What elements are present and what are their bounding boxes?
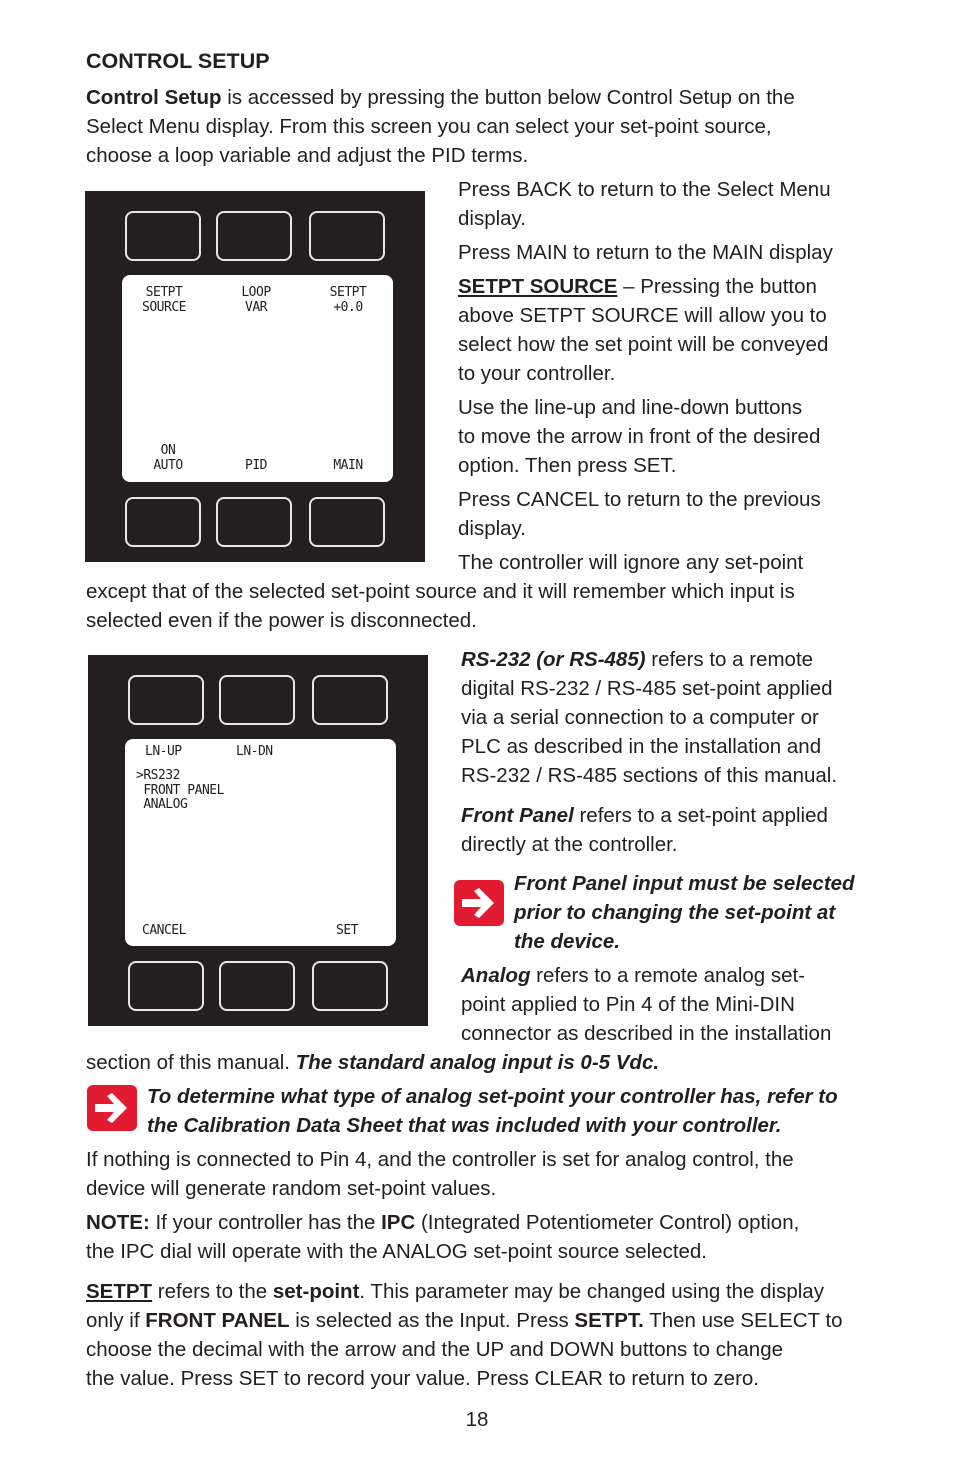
soft-button-bottom-mid (216, 497, 292, 547)
rs-line-2: digital RS-232 / RS-485 set-point applied (461, 677, 833, 700)
lcd-pid: PID (245, 458, 267, 473)
fp-line-1: Front Panel refers to a set-point applied (461, 804, 828, 827)
soft-button-top-right (309, 211, 385, 261)
soft-button-bottom-left (128, 961, 204, 1011)
soft-button-top-left (125, 211, 201, 261)
rs-line-5: RS-232 / RS-485 sections of this manual. (461, 764, 838, 787)
nothing-line-1: If nothing is connected to Pin 4, and the controller is set for analog control, the (86, 1148, 794, 1171)
lcd-setpt-value: SETPT +0.0 (329, 285, 367, 315)
intro-line-2: Select Menu display. From this screen you can select your set-point source, (86, 115, 772, 138)
setpt-line-4: the value. Press SET to record your value. Press CLEAR to return to zero. (86, 1367, 760, 1390)
analog-line-1: Analog refers to a remote analog set- (461, 964, 806, 987)
ignore-line-1: The controller will ignore any set-point (458, 551, 804, 574)
fp-note-line-3: the device. (514, 930, 620, 953)
calib-note-line-2: the Calibration Data Sheet that was included with your controller. (147, 1114, 782, 1137)
back-line-2: display. (458, 207, 526, 230)
lcd-cancel: CANCEL (142, 923, 186, 938)
setpt-source-line-1: SETPT SOURCE – Pressing the button (458, 275, 817, 298)
lcd-screen (122, 275, 393, 482)
lcd-ln-dn: LN-DN (236, 744, 273, 759)
lcd-option-rs232: >RS232 (136, 768, 180, 783)
soft-button-top-mid (219, 675, 295, 725)
control-setup-display-image (85, 191, 425, 562)
soft-button-top-right (312, 675, 388, 725)
fp-note-line-2: prior to changing the set-point at (514, 901, 836, 924)
section-title: CONTROL SETUP (86, 49, 270, 73)
soft-button-top-left (128, 675, 204, 725)
setpt-source-display-image (88, 655, 428, 1026)
ipc-line-1: NOTE: If your controller has the IPC (Integrated Potentiometer Control) option, (86, 1211, 800, 1234)
rs-line-4: PLC as described in the installation and (461, 735, 822, 758)
wrap1-line-2: selected even if the power is disconnected. (86, 609, 477, 632)
setpt-source-line-4: to your controller. (458, 362, 616, 385)
soft-button-bottom-right (312, 961, 388, 1011)
intro-line-3: choose a loop variable and adjust the PID terms. (86, 144, 529, 167)
soft-button-top-mid (216, 211, 292, 261)
setpt-line-2: only if FRONT PANEL is selected as the Input. Press SETPT. Then use SELECT to (86, 1309, 843, 1332)
lcd-set: SET (336, 923, 358, 938)
soft-button-bottom-mid (219, 961, 295, 1011)
lcd-option-front-panel: FRONT PANEL (136, 783, 224, 798)
setpt-source-line-3: select how the set point will be conveyed (458, 333, 829, 356)
calib-note-line-1: To determine what type of analog set-point your controller has, refer to (147, 1085, 838, 1108)
lcd-ln-up: LN-UP (145, 744, 182, 759)
back-line-1: Press BACK to return to the Select Menu (458, 178, 831, 201)
analog-line-2: point applied to Pin 4 of the Mini-DIN (461, 993, 795, 1016)
intro-line-1: Control Setup is accessed by pressing the button below Control Setup on the (86, 86, 795, 109)
cancel-line-1: Press CANCEL to return to the previous (458, 488, 821, 511)
rs-line-3: via a serial connection to a computer or (461, 706, 819, 729)
fp-line-2: directly at the controller. (461, 833, 678, 856)
main-line: Press MAIN to return to the MAIN display (458, 241, 833, 264)
arrow-right-icon (87, 1085, 137, 1131)
wrap2-line-1: section of this manual. The standard analog input is 0-5 Vdc. (86, 1051, 660, 1074)
use-line-1: Use the line-up and line-down buttons (458, 396, 803, 419)
soft-button-bottom-right (309, 497, 385, 547)
lcd-screen (125, 739, 396, 946)
lcd-setpt-source: SETPT SOURCE (142, 285, 186, 315)
use-line-2: to move the arrow in front of the desired (458, 425, 821, 448)
soft-button-bottom-left (125, 497, 201, 547)
page-number: 18 (465, 1408, 489, 1431)
wrap1-line-1: except that of the selected set-point source and it will remember which input is (86, 580, 795, 603)
rs-line-1: RS-232 (or RS-485) refers to a remote (461, 648, 814, 671)
fp-note-line-1: Front Panel input must be selected (514, 872, 855, 895)
setpt-line-1: SETPT refers to the set-point. This parameter may be changed using the display (86, 1280, 824, 1303)
setpt-line-3: choose the decimal with the arrow and the UP and DOWN buttons to change (86, 1338, 784, 1361)
setpt-source-line-2: above SETPT SOURCE will allow you to (458, 304, 827, 327)
lcd-on-auto: ON AUTO (153, 443, 183, 473)
use-line-3: option. Then press SET. (458, 454, 677, 477)
lcd-option-analog: ANALOG (136, 797, 188, 812)
arrow-right-icon (454, 880, 504, 926)
analog-line-3: connector as described in the installation (461, 1022, 832, 1045)
lcd-loop-var: LOOP VAR (241, 285, 271, 315)
ipc-line-2: the IPC dial will operate with the ANALOG set-point source selected. (86, 1240, 708, 1263)
cancel-line-2: display. (458, 517, 526, 540)
nothing-line-2: device will generate random set-point values. (86, 1177, 497, 1200)
lcd-main: MAIN (333, 458, 363, 473)
